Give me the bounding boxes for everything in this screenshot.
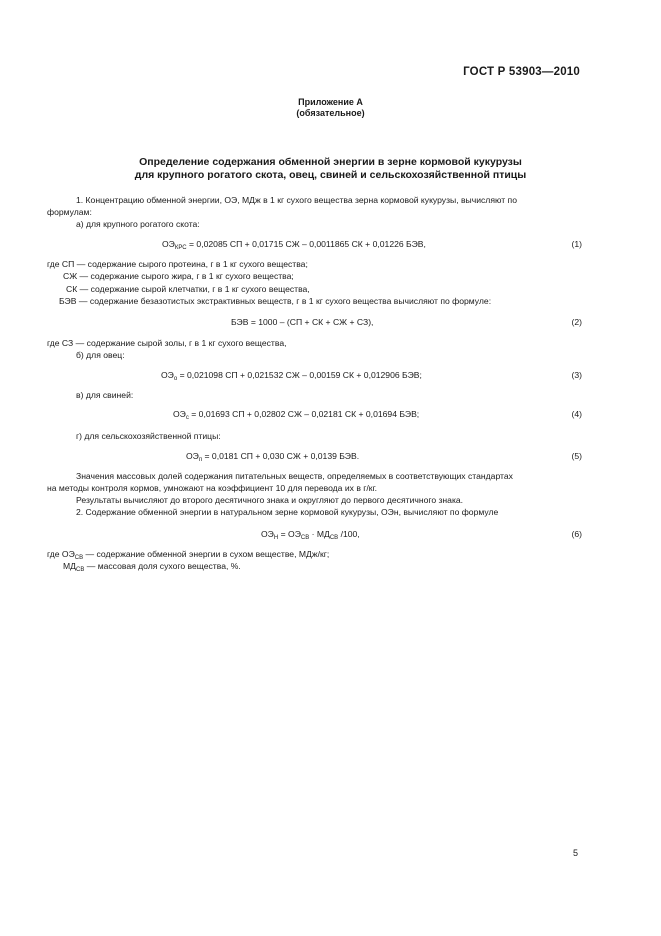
item-a-cattle: а) для крупного рогатого скота:	[76, 219, 200, 229]
where-dry-matter: $МД_{СВ}$ — массовая доля сухого вещества, %.	[63, 561, 241, 573]
item-d-poultry: г) для сельскохозяйственной птицы:	[76, 431, 221, 441]
appendix-status: (обязательное)	[296, 108, 365, 118]
paragraph-1-line2: формулам:	[47, 207, 92, 217]
item-c-pigs: в) для свиней:	[76, 390, 134, 400]
paragraph-2-line1: Значения массовых долей содержания питательных веществ, определяемых в соответствующих стандартах	[76, 471, 513, 481]
where-fiber: СК — содержание сырой клетчатки, г в 1 кг сухого вещества,	[66, 284, 310, 294]
page-number: 5	[572, 848, 578, 858]
section-title-line2: для крупного рогатого скота, овец, свиней и сельскохозяйственной птицы	[134, 169, 527, 181]
standard-number: ГОСТ Р 53903—2010	[463, 66, 580, 78]
formula-1: $ОЭ_{КРС} = 0,02085$ СП + 0,01715 СЖ – 0,0011865 СК + 0,01226 БЭВ,	[162, 239, 426, 251]
formula-1-number: (1)	[571, 239, 582, 249]
paragraph-4: 2. Содержание обменной энергии в натуральном зерне кормовой кукурузы, ОЭн, вычисляют по формуле	[76, 507, 499, 517]
where-energy-dry: где $ОЭ_{СВ}$ — содержание обменной энергии в сухом веществе, МДж/кг;	[47, 549, 330, 561]
where-protein: где СП — содержание сырого протеина, г в 1 кг сухого вещества;	[47, 259, 308, 269]
formula-3-number: (3)	[571, 370, 582, 380]
where-ash: где СЗ — содержание сырой золы, г в 1 кг сухого вещества,	[47, 338, 287, 348]
appendix-title: Приложение А	[298, 97, 363, 107]
formula-4-number: (4)	[571, 409, 582, 419]
formula-2: БЭВ = 1000 – (СП + СК + СЖ + СЗ),	[231, 317, 374, 327]
paragraph-2-line2: на методы контроля кормов, умножают на коэффициент 10 для перевода их в г/кг.	[47, 483, 378, 493]
item-b-sheep: б) для овец:	[76, 350, 125, 360]
formula-5-number: (5)	[571, 451, 582, 461]
formula-3: $ОЭ_о = 0,021098$ СП + 0,021532 СЖ – 0,00159 СК + 0,012906 БЭВ;	[161, 370, 422, 382]
section-title-line1: Определение содержания обменной энергии в зерне кормовой кукурузы	[139, 156, 522, 168]
formula-4: $ОЭ_с = 0,01693$ СП + 0,02802 СЖ – 0,02181 СК + 0,01694 БЭВ;	[173, 409, 420, 421]
where-fat: СЖ — содержание сырого жира, г в 1 кг сухого вещества;	[63, 271, 294, 281]
formula-5: $ОЭ_п = 0,0181$ СП + 0,030 СЖ + 0,0139 БЭВ.	[186, 451, 360, 463]
formula-2-number: (2)	[571, 317, 582, 327]
where-bev: БЭВ — содержание безазотистых экстрактивных веществ, г в 1 кг сухого вещества вычисляют по формуле:	[59, 296, 492, 306]
formula-6: $ОЭ_Н = ОЭ_{СВ} \cdot МД_{СВ}$ /100,	[261, 529, 360, 541]
formula-6-number: (6)	[571, 529, 582, 539]
paragraph-3: Результаты вычисляют до второго десятичного знака и округляют до первого десятичного знака.	[76, 495, 464, 505]
paragraph-1-line1: 1. Концентрацию обменной энергии, ОЭ, МДж в 1 кг сухого вещества зерна кормовой кукурузы, вычисляют по	[76, 195, 517, 205]
